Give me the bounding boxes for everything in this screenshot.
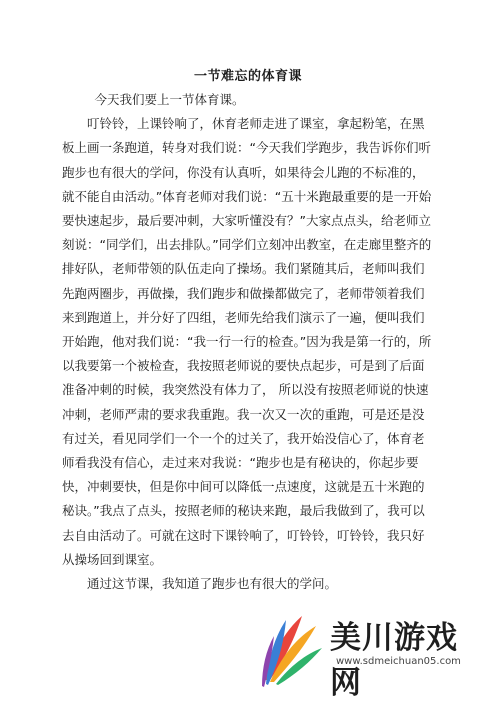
essay-body	[62, 88, 436, 596]
paragraph-intro: 今天我们要上一节体育课。	[94, 92, 245, 107]
site-name: 美川游戏网	[330, 620, 458, 701]
site-url: www.sdmeichuan05.com	[336, 656, 461, 667]
feather-logo-icon	[256, 610, 326, 688]
essay-title: 一节难忘的体育课	[193, 69, 302, 84]
paragraph-conclusion: 通过这节课，我知道了跑步也有很大的学问。	[87, 576, 338, 592]
site-watermark	[256, 604, 486, 701]
paragraph-main: 叮铃铃，上课铃响了，休育老师走进了课室，拿起粉笔，在黑板上画一条跑道，转身对我们说：“今天我们学跑步，我告诉你们听跑步也有很大的学问，你没有认真听，如果待会儿跑的不标准的，就不能自由活动。”体育老师对我们说：“五十米跑最重要的是一开始要快速起步，最后要冲刺，大家听懂没有？”大家点点头，给老师立刻说：“同学们，出去排队。”同学们立刻冲出教室，在走廊里整齐的排好队，老师带领的队伍走向了操场。我们紧随其后，老师叫我们先跑两圈步，再做操，我们跑步和做操都做完了，老师带领着我们来到跑道上，并分好了四组，老师先给我们演示了一遍，便叫我们开始跑，他对我们说：“我一行一行的检查。”因为我是第一行的，所以我要第一个被检查，我按照老师说的要快点起步，可是到了后面准备冲刺的时候，我突然没有体力了， 所以没有按照老师说的快速冲刺，老师严肃的要求我重跑。我一次又一次的重跑，可是还是没有过关，看见同学们一个一个的过关了，我开始没信心了，体育老师看我没有信心，走过来对我说：“跑步也是有秘诀的，你起步要快，冲刺要快，但是你中间可以降低一点速度，这就是五十米跑的秘诀。”我点了点头，按照老师的秘诀来跑，最后我做到了，我可以去自由活动了。可就在这时下课铃响了，叮铃铃，叮铃铃，我只好从操场回到课室。	[62, 116, 432, 567]
